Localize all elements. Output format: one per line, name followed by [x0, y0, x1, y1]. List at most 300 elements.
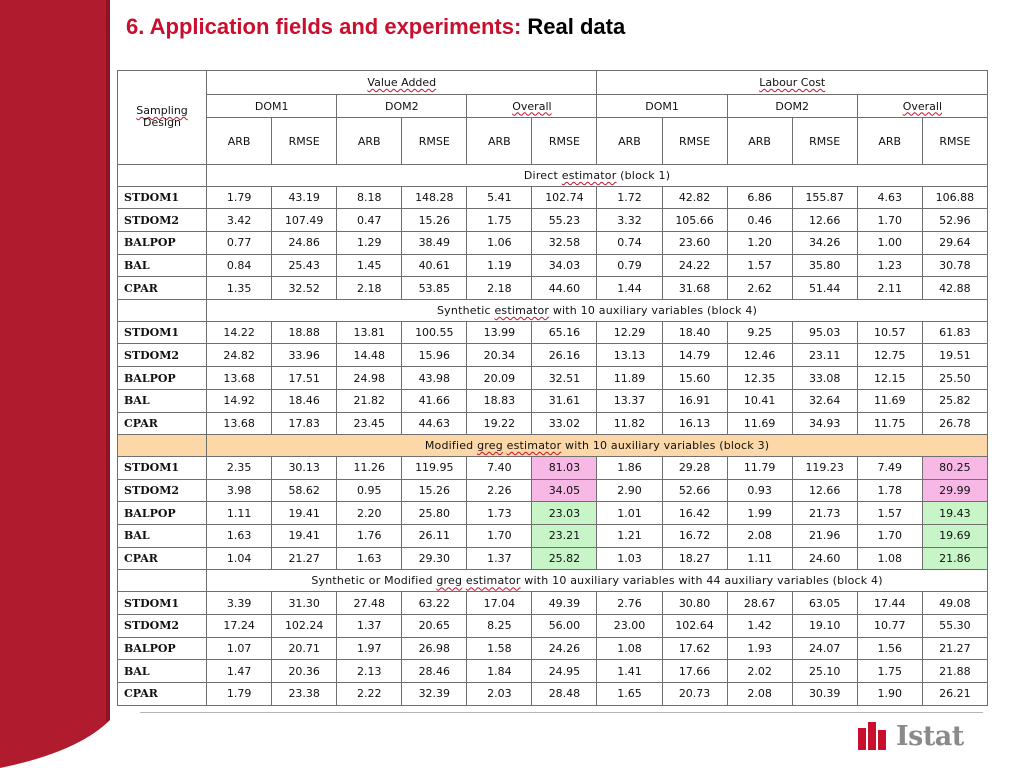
table-cell: 23.38	[272, 682, 337, 705]
table-cell: 13.13	[597, 344, 662, 367]
metric-header-rmse: RMSE	[272, 118, 337, 164]
table-cell: 21.82	[337, 389, 402, 412]
table-cell: 29.30	[402, 547, 467, 570]
table-cell: 63.22	[402, 592, 467, 615]
table-row	[118, 389, 988, 412]
table-cell: 24.60	[792, 547, 857, 570]
table-cell: 1.79	[207, 682, 272, 705]
table-cell: 10.77	[857, 614, 922, 637]
row-label: BAL	[118, 254, 207, 277]
table-cell: 17.51	[272, 367, 337, 390]
table-cell: 49.39	[532, 592, 597, 615]
metric-header-arb: ARB	[337, 118, 402, 164]
table-cell: 1.04	[207, 547, 272, 570]
istat-logo-text: Istat	[896, 721, 964, 752]
table-cell: 14.92	[207, 389, 272, 412]
table-cell: 1.75	[857, 660, 922, 683]
table-cell: 32.39	[402, 682, 467, 705]
table-cell: 26.98	[402, 637, 467, 660]
table-cell: 35.80	[792, 254, 857, 277]
table-cell: 1.86	[597, 456, 662, 479]
table-cell: 19.69	[922, 525, 987, 548]
table-cell: 2.02	[727, 660, 792, 683]
table-cell: 11.82	[597, 412, 662, 435]
table-cell: 11.79	[727, 456, 792, 479]
table-cell: 34.93	[792, 412, 857, 435]
slide-title	[126, 14, 625, 40]
istat-logo-icon	[856, 718, 892, 752]
table-cell: 0.74	[597, 232, 662, 255]
table-cell: 16.72	[662, 525, 727, 548]
table-cell: 1.90	[857, 682, 922, 705]
table-cell: 3.98	[207, 479, 272, 502]
table-cell: 1.08	[597, 637, 662, 660]
table-cell: 119.23	[792, 456, 857, 479]
row-label: CPAR	[118, 412, 207, 435]
table-cell: 6.86	[727, 186, 792, 209]
table-cell: 8.25	[467, 614, 532, 637]
metric-header-rmse: RMSE	[792, 118, 857, 164]
table-cell: 20.09	[467, 367, 532, 390]
table-cell: 32.51	[532, 367, 597, 390]
table-cell: 1.56	[857, 637, 922, 660]
table-cell: 15.96	[402, 344, 467, 367]
row-label: BAL	[118, 660, 207, 683]
row-label: BALPOP	[118, 637, 207, 660]
table-cell: 1.07	[207, 637, 272, 660]
table-cell: 3.42	[207, 209, 272, 232]
table-cell: 102.74	[532, 186, 597, 209]
table-cell: 52.66	[662, 479, 727, 502]
table-row	[118, 232, 988, 255]
table-cell: 12.35	[727, 367, 792, 390]
table-cell: 1.23	[857, 254, 922, 277]
table-cell: 2.35	[207, 456, 272, 479]
table-cell: 20.65	[402, 614, 467, 637]
slide-title-emphasis: Real data	[527, 14, 626, 39]
table-cell: 16.42	[662, 502, 727, 525]
table-cell: 18.83	[467, 389, 532, 412]
metric-header-arb: ARB	[207, 118, 272, 164]
block-title-row	[118, 435, 988, 457]
table-cell: 1.08	[857, 547, 922, 570]
table-cell: 16.91	[662, 389, 727, 412]
table-cell: 24.86	[272, 232, 337, 255]
table-cell: 32.58	[532, 232, 597, 255]
table-cell: 21.27	[272, 547, 337, 570]
table-cell: 20.36	[272, 660, 337, 683]
table-cell: 44.63	[402, 412, 467, 435]
domain-header: DOM1	[597, 94, 727, 118]
table-cell: 27.48	[337, 592, 402, 615]
domain-header: DOM2	[337, 94, 467, 118]
table-cell: 155.87	[792, 186, 857, 209]
table-cell: 81.03	[532, 456, 597, 479]
table-cell: 21.88	[922, 660, 987, 683]
block-title-row	[118, 300, 988, 322]
table-row	[118, 254, 988, 277]
table-cell: 15.26	[402, 209, 467, 232]
table-cell: 1.19	[467, 254, 532, 277]
table-cell: 25.82	[922, 389, 987, 412]
table-cell: 29.64	[922, 232, 987, 255]
row-label: BALPOP	[118, 367, 207, 390]
table-cell: 2.13	[337, 660, 402, 683]
table-cell: 24.26	[532, 637, 597, 660]
table-cell: 4.63	[857, 186, 922, 209]
table-cell: 2.08	[727, 525, 792, 548]
table-cell: 1.99	[727, 502, 792, 525]
table-cell: 44.60	[532, 277, 597, 300]
row-label: BALPOP	[118, 232, 207, 255]
table-cell: 1.57	[857, 502, 922, 525]
table-cell: 23.21	[532, 525, 597, 548]
table-row	[118, 547, 988, 570]
metric-header-rmse: RMSE	[662, 118, 727, 164]
table-cell: 55.30	[922, 614, 987, 637]
table-cell: 2.18	[337, 277, 402, 300]
table-cell: 14.79	[662, 344, 727, 367]
table-cell: 1.63	[337, 547, 402, 570]
table-cell: 2.18	[467, 277, 532, 300]
metric-header-rmse: RMSE	[532, 118, 597, 164]
metric-header-arb: ARB	[727, 118, 792, 164]
table-cell: 17.66	[662, 660, 727, 683]
table-cell: 1.76	[337, 525, 402, 548]
table-cell: 11.75	[857, 412, 922, 435]
table-cell: 1.72	[597, 186, 662, 209]
table-cell: 21.73	[792, 502, 857, 525]
table-cell: 0.47	[337, 209, 402, 232]
table-row	[118, 637, 988, 660]
row-label: STDOM2	[118, 614, 207, 637]
table-row	[118, 525, 988, 548]
table-cell: 1.29	[337, 232, 402, 255]
table-cell: 17.83	[272, 412, 337, 435]
slide-title-main: 6. Application fields and experiments:	[126, 14, 522, 39]
table-cell: 25.50	[922, 367, 987, 390]
table-cell: 26.21	[922, 682, 987, 705]
row-label: STDOM1	[118, 456, 207, 479]
table-cell: 17.24	[207, 614, 272, 637]
table-cell: 23.03	[532, 502, 597, 525]
table-cell: 30.13	[272, 456, 337, 479]
table-row	[118, 209, 988, 232]
table-cell: 0.79	[597, 254, 662, 277]
table-cell: 11.69	[727, 412, 792, 435]
table-cell: 13.68	[207, 367, 272, 390]
table-cell: 42.82	[662, 186, 727, 209]
table-cell: 49.08	[922, 592, 987, 615]
table-cell: 21.86	[922, 547, 987, 570]
table-cell: 25.80	[402, 502, 467, 525]
table-cell: 26.78	[922, 412, 987, 435]
table-cell: 3.32	[597, 209, 662, 232]
table-cell: 107.49	[272, 209, 337, 232]
block-title-row	[118, 570, 988, 592]
table-cell: 1.79	[207, 186, 272, 209]
table-cell: 2.11	[857, 277, 922, 300]
table-cell: 14.22	[207, 321, 272, 344]
table-cell: 2.22	[337, 682, 402, 705]
table-cell: 14.48	[337, 344, 402, 367]
table-cell: 26.11	[402, 525, 467, 548]
table-cell: 106.88	[922, 186, 987, 209]
table-cell: 19.22	[467, 412, 532, 435]
table-row	[118, 367, 988, 390]
table-cell: 1.11	[207, 502, 272, 525]
table-cell: 1.57	[727, 254, 792, 277]
table-cell: 2.03	[467, 682, 532, 705]
table-cell: 1.47	[207, 660, 272, 683]
domain-header: Overall	[857, 94, 987, 118]
table-cell: 1.01	[597, 502, 662, 525]
row-label: STDOM1	[118, 592, 207, 615]
table-row	[118, 614, 988, 637]
table-cell: 25.43	[272, 254, 337, 277]
table-cell: 12.75	[857, 344, 922, 367]
table-cell: 28.67	[727, 592, 792, 615]
table-cell: 2.20	[337, 502, 402, 525]
table-cell: 31.68	[662, 277, 727, 300]
table-cell: 102.24	[272, 614, 337, 637]
table-cell: 33.08	[792, 367, 857, 390]
table-cell: 1.70	[857, 525, 922, 548]
table-cell: 0.93	[727, 479, 792, 502]
table-cell: 24.22	[662, 254, 727, 277]
table-cell: 30.78	[922, 254, 987, 277]
table-cell: 34.05	[532, 479, 597, 502]
table-cell: 1.73	[467, 502, 532, 525]
table-cell: 52.96	[922, 209, 987, 232]
table-cell: 18.88	[272, 321, 337, 344]
metric-header-rmse: RMSE	[402, 118, 467, 164]
table-cell: 1.41	[597, 660, 662, 683]
table-cell: 2.62	[727, 277, 792, 300]
table-cell: 148.28	[402, 186, 467, 209]
domain-header: DOM2	[727, 94, 857, 118]
footer-divider	[140, 712, 983, 713]
table-cell: 11.26	[337, 456, 402, 479]
table-cell: 42.88	[922, 277, 987, 300]
table-cell: 10.41	[727, 389, 792, 412]
table-cell: 2.08	[727, 682, 792, 705]
table-cell: 2.26	[467, 479, 532, 502]
table-cell: 23.00	[597, 614, 662, 637]
table-cell: 33.96	[272, 344, 337, 367]
row-label: CPAR	[118, 277, 207, 300]
table-cell: 17.62	[662, 637, 727, 660]
table-cell: 15.26	[402, 479, 467, 502]
table-cell: 1.70	[857, 209, 922, 232]
table-cell: 31.61	[532, 389, 597, 412]
table-cell: 24.07	[792, 637, 857, 660]
table-cell: 12.15	[857, 367, 922, 390]
table-cell: 25.82	[532, 547, 597, 570]
domain-header: Overall	[467, 94, 597, 118]
table-cell: 19.10	[792, 614, 857, 637]
table-cell: 0.46	[727, 209, 792, 232]
table-cell: 19.41	[272, 502, 337, 525]
table-cell: 1.97	[337, 637, 402, 660]
table-cell: 13.99	[467, 321, 532, 344]
header-row-groups	[118, 71, 988, 95]
table-cell: 11.89	[597, 367, 662, 390]
row-label: STDOM2	[118, 209, 207, 232]
table-cell: 11.69	[857, 389, 922, 412]
table-cell: 13.81	[337, 321, 402, 344]
table-cell: 18.46	[272, 389, 337, 412]
block-title-blank-cell	[118, 435, 207, 457]
table-cell: 23.60	[662, 232, 727, 255]
table-cell: 34.26	[792, 232, 857, 255]
table-cell: 12.66	[792, 479, 857, 502]
table-row	[118, 479, 988, 502]
table-cell: 30.80	[662, 592, 727, 615]
table-cell: 7.49	[857, 456, 922, 479]
table-row	[118, 344, 988, 367]
table-cell: 1.78	[857, 479, 922, 502]
table-cell: 5.41	[467, 186, 532, 209]
table-row	[118, 592, 988, 615]
block-title-blank-cell	[118, 164, 207, 186]
table-cell: 9.25	[727, 321, 792, 344]
table-cell: 53.85	[402, 277, 467, 300]
table-cell: 13.68	[207, 412, 272, 435]
header-row-domains	[118, 94, 988, 118]
table-cell: 24.95	[532, 660, 597, 683]
table-cell: 12.46	[727, 344, 792, 367]
table-cell: 20.34	[467, 344, 532, 367]
table-cell: 8.18	[337, 186, 402, 209]
metric-header-arb: ARB	[597, 118, 662, 164]
table-cell: 1.00	[857, 232, 922, 255]
table-cell: 119.95	[402, 456, 467, 479]
table-cell: 34.03	[532, 254, 597, 277]
metric-header-arb: ARB	[857, 118, 922, 164]
block-title: Modified greg estimator with 10 auxiliary variables (block 3)	[207, 435, 988, 457]
row-label: BAL	[118, 525, 207, 548]
table-cell: 17.04	[467, 592, 532, 615]
sampling-header-line1: Sampling	[136, 103, 188, 117]
table-cell: 1.70	[467, 525, 532, 548]
row-label: STDOM1	[118, 321, 207, 344]
block-title: Synthetic or Modified greg estimator with 10 auxiliary variables with 44 auxiliary variables (block 4)	[207, 570, 988, 592]
table-row	[118, 682, 988, 705]
block-title-row	[118, 164, 988, 186]
group-header-value-added: Value Added	[207, 71, 597, 95]
row-label: STDOM2	[118, 479, 207, 502]
domain-header: DOM1	[207, 94, 337, 118]
row-label: BAL	[118, 389, 207, 412]
table-cell: 1.35	[207, 277, 272, 300]
table-cell: 105.66	[662, 209, 727, 232]
table-cell: 1.84	[467, 660, 532, 683]
table-cell: 3.39	[207, 592, 272, 615]
table-cell: 28.46	[402, 660, 467, 683]
table-cell: 12.29	[597, 321, 662, 344]
table-cell: 32.64	[792, 389, 857, 412]
table-cell: 0.77	[207, 232, 272, 255]
table-cell: 56.00	[532, 614, 597, 637]
table-cell: 33.02	[532, 412, 597, 435]
table-cell: 65.16	[532, 321, 597, 344]
block-title: Synthetic estimator with 10 auxiliary variables (block 4)	[207, 300, 988, 322]
table-cell: 29.28	[662, 456, 727, 479]
table-cell: 1.03	[597, 547, 662, 570]
table-cell: 29.99	[922, 479, 987, 502]
table-cell: 2.76	[597, 592, 662, 615]
metric-header-rmse: RMSE	[922, 118, 987, 164]
table-cell: 0.95	[337, 479, 402, 502]
group-header-labour-cost: Labour Cost	[597, 71, 988, 95]
table-row	[118, 502, 988, 525]
table-cell: 20.73	[662, 682, 727, 705]
table-cell: 24.98	[337, 367, 402, 390]
row-label: CPAR	[118, 682, 207, 705]
block-title: Direct estimator (block 1)	[207, 164, 988, 186]
table-cell: 19.43	[922, 502, 987, 525]
table-cell: 43.98	[402, 367, 467, 390]
decorative-side-band	[0, 0, 110, 768]
row-label: BALPOP	[118, 502, 207, 525]
table-cell: 1.93	[727, 637, 792, 660]
results-table	[117, 70, 988, 706]
table-row	[118, 412, 988, 435]
table-cell: 1.06	[467, 232, 532, 255]
table-cell: 100.55	[402, 321, 467, 344]
table-cell: 23.45	[337, 412, 402, 435]
block-title-blank-cell	[118, 300, 207, 322]
row-label: STDOM1	[118, 186, 207, 209]
table-cell: 7.40	[467, 456, 532, 479]
table-cell: 2.90	[597, 479, 662, 502]
table-row	[118, 277, 988, 300]
table-row	[118, 186, 988, 209]
block-title-blank-cell	[118, 570, 207, 592]
table-cell: 12.66	[792, 209, 857, 232]
table-cell: 1.11	[727, 547, 792, 570]
table-cell: 1.37	[337, 614, 402, 637]
table-cell: 40.61	[402, 254, 467, 277]
table-cell: 17.44	[857, 592, 922, 615]
table-cell: 1.65	[597, 682, 662, 705]
table-cell: 25.10	[792, 660, 857, 683]
table-cell: 80.25	[922, 456, 987, 479]
table-cell: 0.84	[207, 254, 272, 277]
table-cell: 21.27	[922, 637, 987, 660]
table-cell: 21.96	[792, 525, 857, 548]
table-cell: 24.82	[207, 344, 272, 367]
table-cell: 26.16	[532, 344, 597, 367]
table-cell: 18.40	[662, 321, 727, 344]
table-cell: 43.19	[272, 186, 337, 209]
table-cell: 1.44	[597, 277, 662, 300]
table-cell: 63.05	[792, 592, 857, 615]
table-cell: 31.30	[272, 592, 337, 615]
table-cell: 1.21	[597, 525, 662, 548]
table-row	[118, 456, 988, 479]
table-cell: 61.83	[922, 321, 987, 344]
table-cell: 13.37	[597, 389, 662, 412]
table-cell: 23.11	[792, 344, 857, 367]
table-cell: 30.39	[792, 682, 857, 705]
table-cell: 55.23	[532, 209, 597, 232]
sampling-header-line2: Design	[143, 116, 182, 130]
table-cell: 1.42	[727, 614, 792, 637]
table-cell: 10.57	[857, 321, 922, 344]
row-label: CPAR	[118, 547, 207, 570]
